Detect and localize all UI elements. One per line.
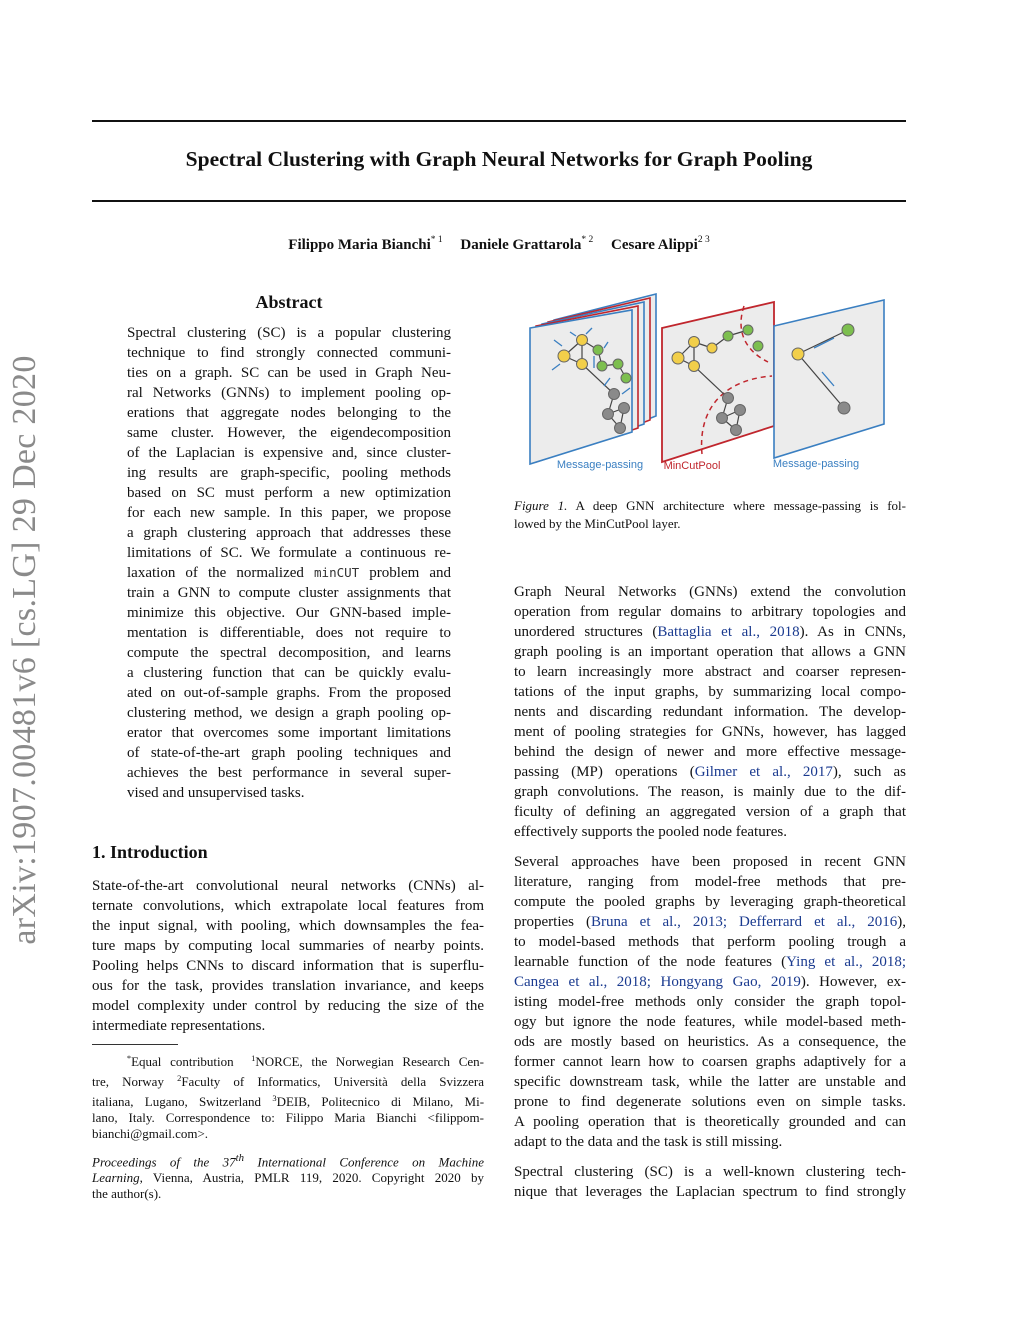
caption-label: Figure 1. (514, 498, 568, 513)
abstract-text: problem and (369, 565, 452, 581)
citation-link[interactable]: Battaglia et al., 2018 (657, 624, 800, 640)
intro-line: State-of-the-art convolutional neural networks (CNNs) al- (92, 878, 484, 894)
figure-caption (514, 497, 906, 533)
intro-body-right-p2 (514, 852, 906, 1152)
abstract-line: a graph clustering approach that addresses these (127, 525, 451, 541)
body-line: nents and discarding redundant information. The develop- (514, 704, 906, 720)
body-line (514, 972, 906, 992)
body-text: ). As in CNNs, (799, 624, 906, 640)
body-line (514, 912, 906, 932)
figure-1 (522, 290, 906, 476)
body-line: to learn increasingly more abstract and coarser represen- (514, 664, 906, 680)
citation-link[interactable]: Gilmer et al., 2017 (694, 764, 833, 780)
body-line: operation from regular domains to arbitrary topologies and (514, 604, 906, 620)
message-passing-stack (530, 294, 656, 464)
body-line: ods are mostly based on heuristics. As a consequence, the (514, 1034, 906, 1050)
abstract-body (127, 323, 451, 803)
figure-label-mincutpool: MinCutPool (663, 460, 721, 472)
footnote-line (92, 1090, 484, 1110)
proceedings-line (92, 1170, 484, 1186)
abstract-line: ing results are graph-specific, pooling methods (127, 465, 451, 481)
abstract-line: achieves the best performance in several super- (127, 765, 451, 781)
proceedings-text: Proceedings of the (92, 1154, 210, 1170)
abstract-line: a clustering function that can be quickly evalu- (127, 665, 451, 681)
body-line: A pooling operation that is theoretically grounded and can (514, 1114, 906, 1130)
abstract-line: of state-of-the-art graph pooling techniques and (127, 745, 451, 761)
proceedings-line: the author(s). (92, 1186, 162, 1202)
proceedings-note (92, 1150, 484, 1202)
citation-link[interactable]: Defferrard et al., 2016 (739, 914, 898, 930)
abstract-line: erations that aggregate nodes belonging to the (127, 405, 451, 421)
mincut-code: minCUT (314, 565, 360, 580)
footnote-mark: 1 (251, 1053, 256, 1063)
caption-text: A deep GNN architecture where message-passing is fol- (575, 498, 906, 513)
title-bottom-rule (92, 200, 906, 202)
body-line: Graph Neural Networks (GNNs) extend the convolution (514, 584, 906, 600)
footnote-text: NORCE, the Norwegian Research Cen- (255, 1054, 485, 1069)
section-heading-introduction: 1. Introduction (92, 842, 208, 862)
body-text: learnable function of the node features ( (514, 954, 787, 970)
footnote-mark: * (126, 1053, 132, 1063)
author-name: Cesare Alippi (611, 237, 698, 253)
abstract-line: ated on out-of-sample graphs. From the proposed (127, 685, 451, 701)
author-list (92, 235, 906, 254)
body-line: tations of the input graphs, by summarizing local compo- (514, 684, 906, 700)
citation-link[interactable]: Bruna et al., 2013 (591, 914, 723, 930)
footnote-line: bianchi@gmail.com>. (92, 1126, 209, 1141)
body-text: ; (646, 974, 661, 990)
abstract-line: of the Laplacian is expensive and, since cluster- (127, 445, 451, 461)
abstract-line: minimize this objective. Our GNN-based imple- (127, 605, 451, 621)
footnote-line (92, 1050, 484, 1070)
caption-line (514, 497, 906, 515)
arxiv-stamp: arXiv:1907.00481v6 [cs.LG] 29 Dec 2020 (6, 355, 43, 945)
body-line: to model-based methods that perform pooling trough a (514, 934, 906, 950)
body-text: ), such as (832, 764, 906, 780)
abstract-text: laxation of the normalized (127, 565, 304, 581)
footnote-line: lano, Italy. Correspondence to: Filippo Maria Bianchi <filippom- (92, 1110, 484, 1125)
body-text: ), (897, 914, 906, 930)
footnote-mark: 2 (177, 1073, 182, 1083)
author-name: Daniele Grattarola (460, 237, 582, 253)
footnote-rule (92, 1044, 178, 1045)
body-line: literature, ranging from model-free methods that pre- (514, 874, 906, 890)
abstract-line: vised and unsupervised tasks. (127, 785, 305, 801)
footnote-text: Faculty of Informatics, Università della Svizzera (181, 1074, 484, 1089)
abstract-line: technique to find strongly connected communi- (127, 345, 451, 361)
footnote-text: DEIB, Politecnico di Milano, Mi- (276, 1094, 485, 1109)
body-line (514, 952, 906, 972)
body-line: isting model-free methods only consider the graph topol- (514, 994, 906, 1010)
body-text: unordered structures ( (514, 624, 658, 640)
abstract-line: for each new sample. In this paper, we propose (127, 505, 451, 521)
body-line: ment of pooling strategies for GNNs, however, has lagged (514, 724, 906, 740)
proceedings-line (92, 1150, 484, 1170)
body-line (514, 622, 906, 642)
abstract-line: ties on a graph. SC can be used in Graph Neu- (127, 365, 451, 381)
abstract-line (127, 563, 451, 583)
footnote (92, 1050, 484, 1142)
figure-label-message-passing-2: Message-passing (772, 458, 860, 470)
title-top-rule (92, 120, 906, 122)
intro-line: ture maps by computing local summaries of nearby points. (92, 938, 484, 954)
body-line: effectively supports the pooled node features. (514, 824, 787, 840)
intro-line: ous for the task, provides translation invariance, and keeps (92, 978, 484, 994)
abstract-line: ral Networks (GNNs) to implement pooling op- (127, 385, 451, 401)
intro-body-right-p3 (514, 1162, 906, 1202)
body-line: graph pooling is an important operation that allows a GNN (514, 644, 906, 660)
abstract-line: train a GNN to compute cluster assignments that (127, 585, 451, 601)
citation-link[interactable]: Hongyang Gao, 2019 (660, 974, 801, 990)
intro-body (92, 876, 484, 1036)
body-line: Spectral clustering (SC) is a well-known clustering tech- (514, 1164, 906, 1180)
intro-body-right-p1 (514, 582, 906, 842)
figure-label-message-passing-1: Message-passing (556, 459, 644, 471)
body-line: former cannot learn how to coarsen graphs adaptively for a (514, 1054, 906, 1070)
footnote-line (92, 1070, 484, 1090)
body-text: ; (901, 954, 907, 970)
caption-line: lowed by the MinCutPool layer. (514, 516, 681, 531)
footnote-text: tre, Norway (92, 1074, 164, 1089)
body-line: graph convolutions. The reason, is mainly due to the dif- (514, 784, 906, 800)
body-text: properties ( (514, 914, 591, 930)
body-text: ). However, ex- (800, 974, 907, 990)
abstract-line: limitations of SC. We formulate a continuous re- (127, 545, 451, 561)
paper-title: Spectral Clustering with Graph Neural Networks for Graph Pooling (185, 147, 813, 171)
abstract-line: mentation is differentiable, does not require to (127, 625, 451, 641)
proceedings-text: International Conference on Machine (257, 1154, 485, 1170)
abstract-line: Spectral clustering (SC) is a popular clustering (127, 325, 451, 341)
intro-line: Pooling helps CNNs to discard information that is superflu- (92, 958, 484, 974)
intro-line: intermediate representations. (92, 1018, 266, 1034)
proceedings-text: 37 (222, 1154, 236, 1170)
body-line: prone to find degenerate solutions even on simple tasks. (514, 1094, 906, 1110)
body-line: compute the pooled graphs by leveraging graph-theoretical (514, 894, 906, 910)
abstract-line: erator that overcomes some important limitations (127, 725, 451, 741)
author-name: Filippo Maria Bianchi (288, 237, 431, 253)
author-affil: 2 3 (697, 235, 710, 245)
citation-link[interactable]: Cangea et al., 2018 (514, 974, 647, 990)
proceedings-text: , Vienna, Austria, PMLR 119, 2020. Copyright 2020 by (139, 1170, 484, 1186)
pooled-panel (774, 300, 884, 458)
mincut-panel (662, 302, 774, 462)
proceedings-text: th (235, 1152, 245, 1164)
footnote-text: italiana, Lugano, Switzerland (92, 1094, 262, 1109)
citation-link[interactable]: Ying et al., 2018 (786, 954, 902, 970)
abstract-line: same cluster. However, the eigendecomposition (127, 425, 451, 441)
body-line: ficulty of defining an aggregated version of a graph that (514, 804, 906, 820)
body-line: adapt to the data and the task is still missing. (514, 1134, 783, 1150)
proceedings-text: Learning (92, 1170, 140, 1186)
footnote-mark: 3 (272, 1093, 277, 1103)
intro-line: model complexity under control by reducing the size of the (92, 998, 484, 1014)
abstract-line: clustering method, we design a graph pooling op- (127, 705, 451, 721)
intro-line: the input signal, with pooling, which downsamples the fea- (92, 918, 484, 934)
intro-line: ternate convolutions, which extrapolate local features from (92, 898, 484, 914)
body-line: nique that leverages the Laplacian spectrum to find strongly (514, 1184, 906, 1200)
body-line: specific downstream task, while the latter are unstable and (514, 1074, 906, 1090)
abstract-heading: Abstract (255, 292, 323, 312)
body-line: ogy but ignore the node features, while model-based meth- (514, 1014, 906, 1030)
body-line (514, 762, 906, 782)
abstract-line: based on SC must perform a new optimization (127, 485, 451, 501)
body-line: behind the design of newer and more effective message- (514, 744, 906, 760)
body-line: Several approaches have been proposed in recent GNN (514, 854, 906, 870)
footnote-text: Equal contribution (131, 1054, 234, 1069)
body-text: passing (MP) operations ( (514, 764, 695, 780)
abstract-line: compute the spectral decomposition, and learns (127, 645, 451, 661)
author-affil: * 1 (430, 235, 443, 245)
author-affil: * 2 (581, 235, 594, 245)
body-text: ; (722, 914, 740, 930)
